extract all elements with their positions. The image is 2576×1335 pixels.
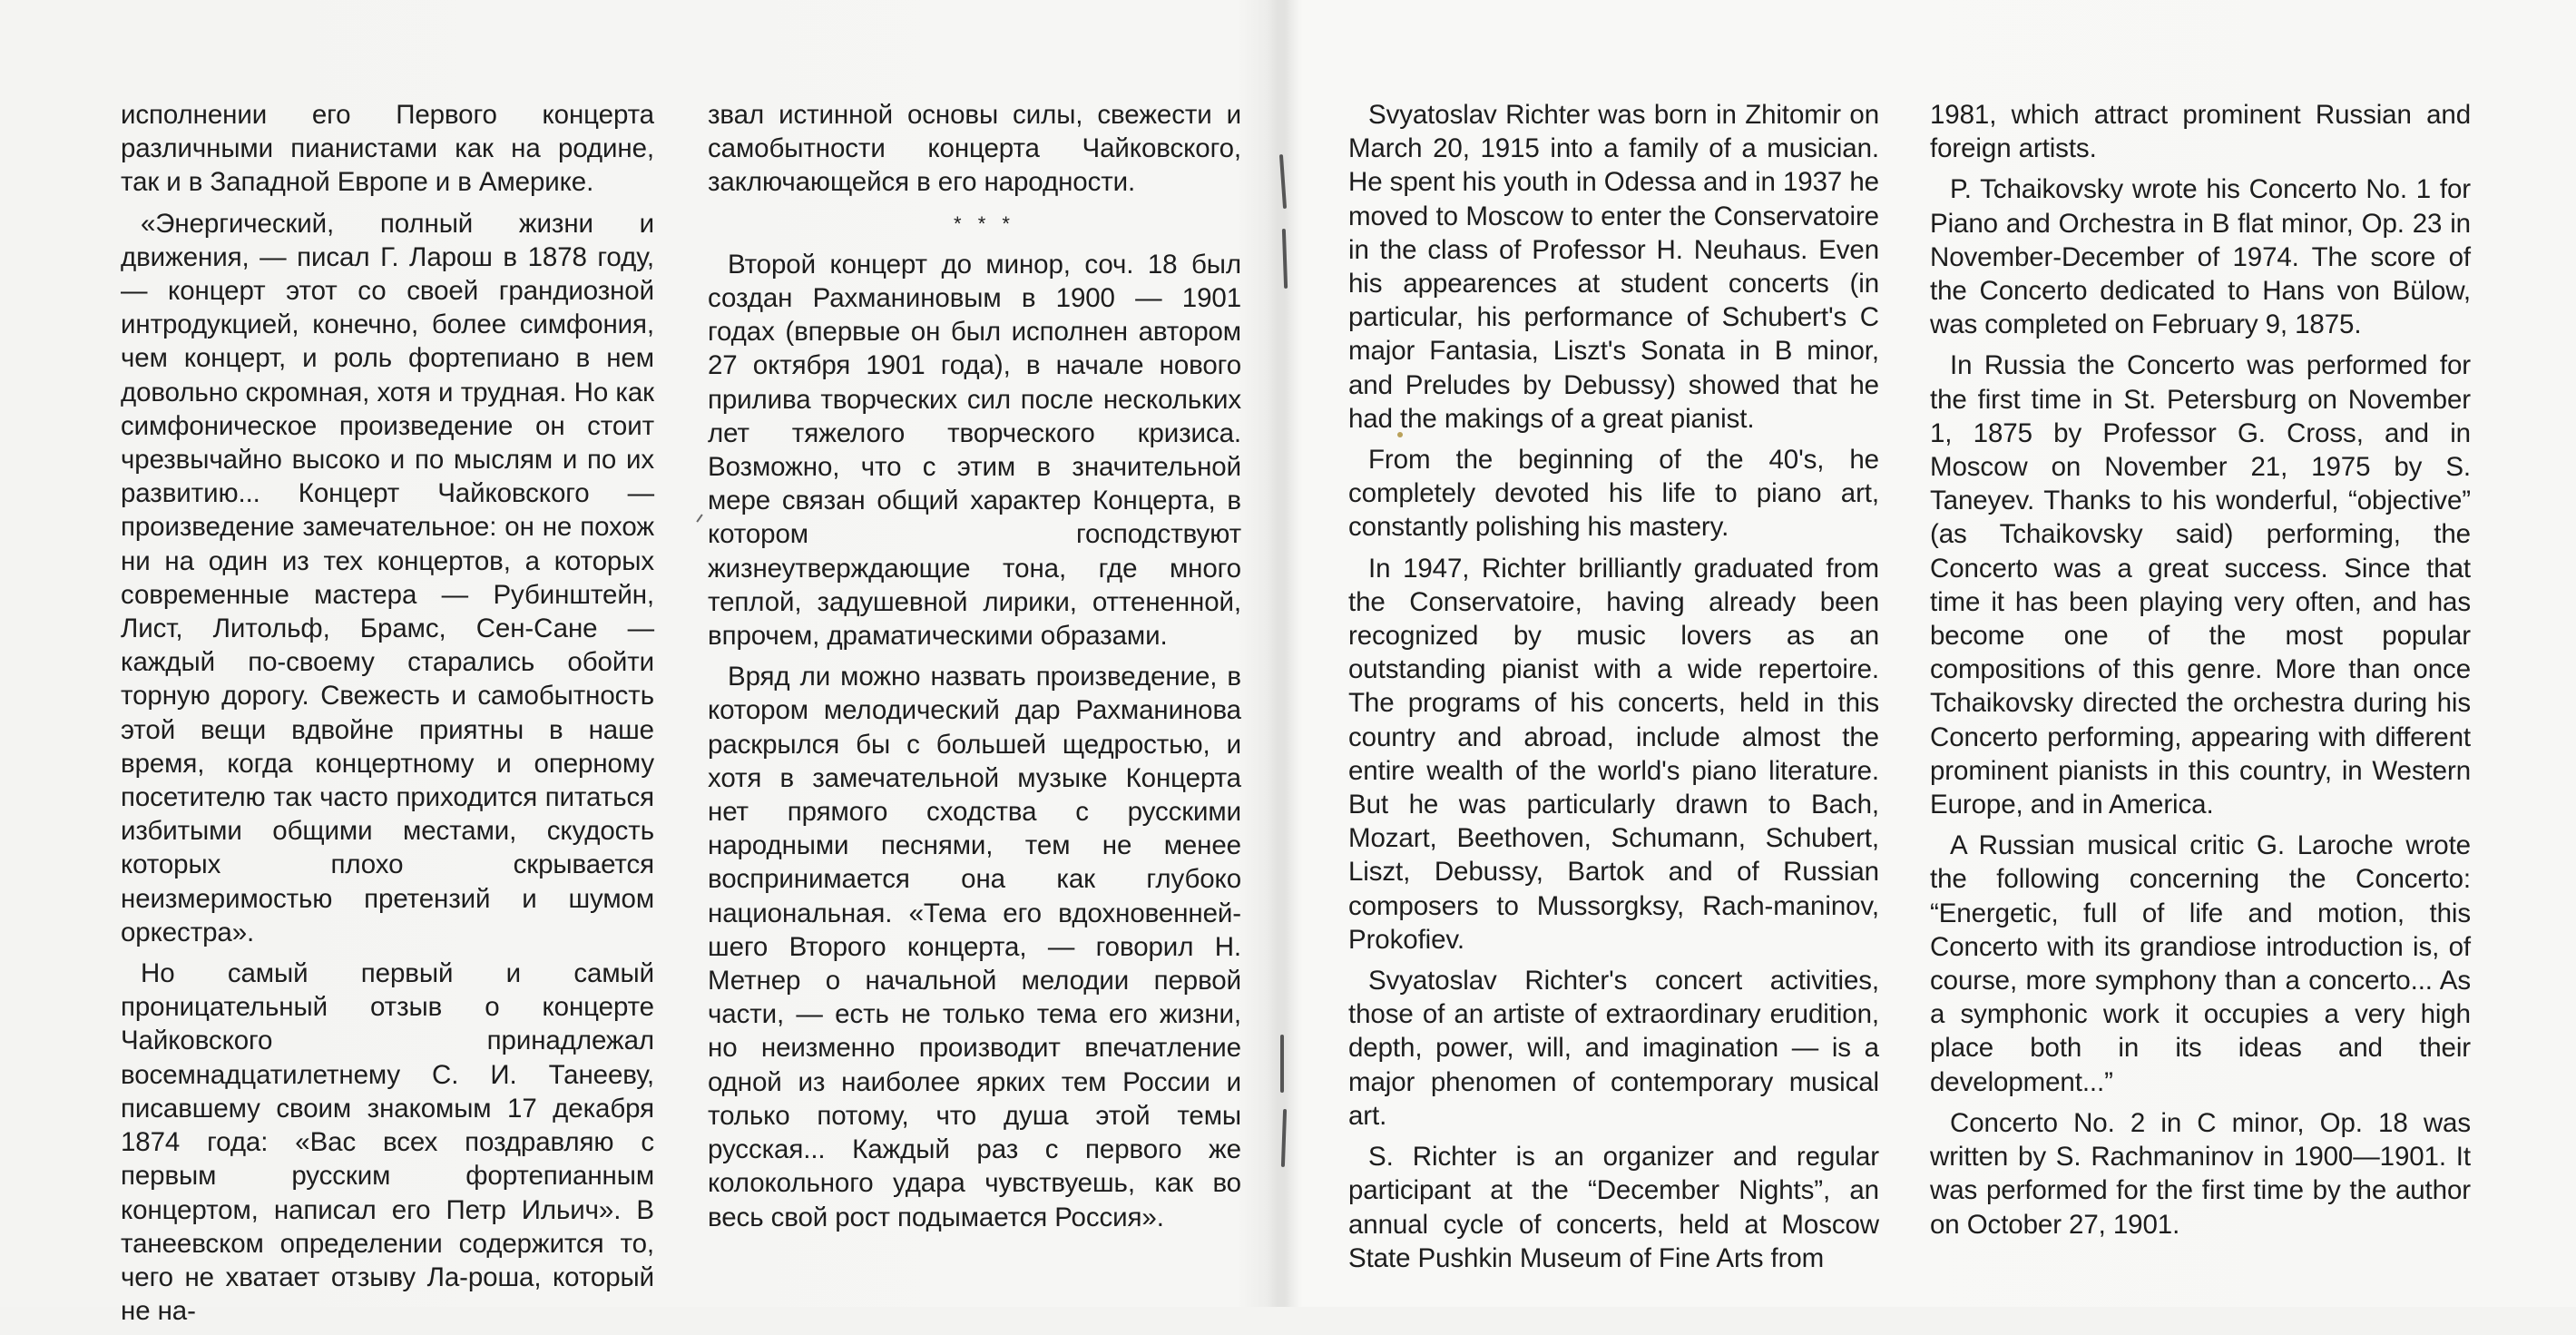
left-page-column-2 [708,98,1241,1242]
paragraph: In 1947, Richter brilliantly graduated from the Conservatoire, having already been recognized by music lovers as an outstanding pianist with a wide repertoire. The programs of his concerts, held in this country and abroad, include almost the entire wealth of the world's piano literature. But he was particularly drawn to Bach, Mozart, Beethoven, Schumann, Schubert, Liszt, Debussy, Bartok and of Russian composers to Mussorgksy, Rach-maninov, Prokofiev. [1348,553,1879,955]
staple-lower-a [1280,1035,1284,1093]
paragraph: «Энергический, полный жизни и движения, — писал Г. Ларош в 1878 году, — концерт этот со своей грандиозной интродукцией, конечно, более симфония, чем концерт, и роль фортепиано в нем довольно скромная, хотя и трудная. Но как симфоническое произведение он стоит чрезвычайно высоко и по мыслям и по их развитию... Концерт Чайковского — произведение замечательное: он не похож ни на один из тех концертов, а которых современные мастера — Рубинштейн, Лист, Литольф, Брамс, Сен-Сане — каждый по-своему старались обойти торную дорогу. Свежесть и самобытность этой вещи вдвойне приятны в наше время, когда концертному и оперному посетителю так часто приходится питаться избитыми общими местами, скудость которых плохо скрывается неизмеримостью претензий и шумом оркестра». [121,208,654,947]
paper-mark [696,514,702,522]
paragraph: 1981, which attract prominent Russian and foreign artists. [1930,100,2471,164]
paragraph: Но самый первый и самый проницательный отзыв о концерте Чайковского принадлежал восемнадцатилетнему С. И. Танееву, писавшему своим знакомым 17 декабря 1874 года: «Вас всех поздравляю с первым русским фортепианным концертом, написал его Петр Ильич». В танеевском определении содержится то, чего не хватает отзыву Ла-роша, который не на- [121,958,654,1327]
paragraph: Svyatoslav Richter was born in Zhitomir on March 20, 1915 into a family of a musician. He spent his youth in Odessa and in 1937 he moved to Moscow to enter the Conservatoire in the class of Professor H. Neuhaus. Even his appearences at student concerts (in particular, his performance of Schubert's C major Fantasia, Liszt's Sonata in B minor, and Preludes by Debussy) showed that he had the makings of a great pianist. [1348,100,1879,434]
right-page-column-1 [1348,98,1879,1282]
section-separator: * * * [954,211,1015,235]
paragraph: Второй концерт до минор, соч. 18 был создан Рахманиновым в 1900 — 1901 годах (впервые он был исполнен автором 27 октября 1901 года), в начале нового прилива творческих сил после нескольких лет тяжелого творческого кризиса. Возможно, что с этим в значительной мере связан общий характер Концерта, в котором господствуют жизнеутверждающие тона, где много теплой, задушевной лирики, оттененной, впрочем, драматическими образами. [708,249,1241,652]
paragraph: исполнении его Первого концерта различными пианистами как на родине, так и в Западной Европе и в Америке. [121,100,654,198]
paragraph: Concerto No. 2 in C minor, Op. 18 was written by S. Rachmaninov in 1900—1901. It was performed for the first time by the author on October 27, 1901. [1930,1107,2471,1240]
paragraph: From the beginning of the 40's, he completely devoted his life to piano art, constantly polishing his mastery. [1348,445,1879,543]
paragraph: звал истинной основы силы, свежести и самобытности концерта Чайковского, заключающейся в его народности. [708,100,1241,198]
paragraph: S. Richter is an organizer and regular participant at the “December Nights”, an annual cycle of concerts, held at Moscow State Pushkin Museum of Fine Arts from [1348,1142,1879,1273]
paragraph: Svyatoslav Richter's concert activities, those of an artiste of extraordinary erudition, depth, power, will, and imagination — is a major phenomen of contemporary musical art. [1348,966,1879,1131]
paragraph: Вряд ли можно назвать произведение, в котором мелодический дар Рахманинова раскрылся бы с большей щедростью, и хотя в замечательной музыке Концерта нет прямого сходства с русскими народными песнями, тем не менее воспринимается она как глубоко национальная. «Тема его вдохновенней-шего Второго концерта, — говорил Н. Метнер о начальной мелодии первой части, — есть не только тема его жизни, но неизменно производит впечатление одной из наиболее ярких тем России и только потому, что душа этой темы русская... Каждый раз с первого же колокольного удара чувствуешь, как во весь свой рост подымается Россия». [708,662,1241,1232]
paragraph: A Russian musical critic G. Laroche wrote the following concerning the Concerto: “Energetic, full of life and motion, this Concerto with its grandiose introduction is, of course, more symphony than a concerto... As a symphonic work it occupies a very high place both in its ideas and their development...” [1930,830,2471,1097]
right-page-column-2 [1930,98,2471,1249]
paragraph: In Russia the Concerto was performed for the first time in St. Petersburg on November 1, 1875 by Professor G. Cross, and in Moscow on November 21, 1975 by S. Taneyev. Thanks to his wonderful, “objective” (as Tchaikovsky said) performing, the Concerto was a great success. Since that time it has been playing very often, and has become one of the most popular compositions of this genre. More than once Tchaikovsky directed the orchestra during his Concerto performing, appearing with different prominent pianists in this country, in Western Europe, and in America. [1930,350,2471,820]
paragraph: P. Tchaikovsky wrote his Concerto No. 1 for Piano and Orchestra in B flat minor, Op. 23 in November-December of 1974. The score of the Concerto dedicated to Hans von Bülow, was completed on February 9, 1875. [1930,174,2471,340]
left-page-column-1 [121,98,654,1335]
